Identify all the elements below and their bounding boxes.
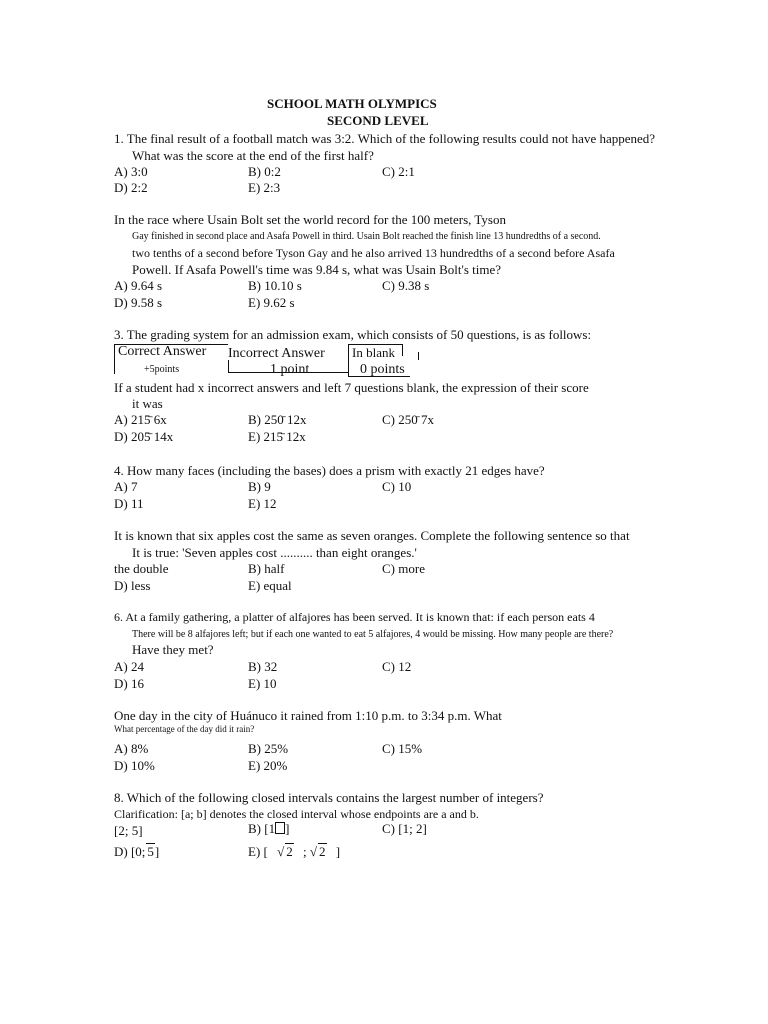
q7-option-e: E) 20% xyxy=(248,758,288,773)
q3-option-e: E) 215̄ 12x xyxy=(248,429,306,444)
q8-option-e-label: E) [ xyxy=(248,844,268,859)
q3-text: 3. The grading system for an admission exam, which consists of 50 questions, is as follows: xyxy=(114,327,592,342)
q8-option-e-radicand-1: 2 xyxy=(286,844,293,859)
q2-text: In the race where Usain Bolt set the world record for the 100 meters, Tyson xyxy=(114,212,506,227)
q1-option-e: E) 2:3 xyxy=(248,180,281,195)
q6-text: 6. At a family gathering, a platter of alfajores has been served. It is known that: if each person eats 4 xyxy=(114,610,595,624)
q3-text-cont-1: If a student had x incorrect answers and left 7 questions blank, the expression of their score xyxy=(114,380,589,395)
document-title: SCHOOL MATH OLYMPICS xyxy=(267,96,437,111)
q2-option-b: B) 10.10 s xyxy=(248,278,302,293)
incorrect-answer-value: 1 point xyxy=(270,362,310,377)
q5-option-e: E) equal xyxy=(248,578,292,593)
q8-option-d-label: D) [0; xyxy=(114,844,146,859)
q8-option-c: C) [1; 2] xyxy=(382,821,427,836)
q2-option-c: C) 9.38 s xyxy=(382,278,430,293)
q2-text-cont-2: two tenths of a second before Tyson Gay and he also arrived 13 hundredths of a second before Asafa xyxy=(132,246,615,260)
q5-option-c: C) more xyxy=(382,561,425,576)
q3-option-d: D) 205̄ 14x xyxy=(114,429,174,444)
q4-option-a: A) 7 xyxy=(114,479,138,494)
q6-text-cont-2: Have they met? xyxy=(132,642,214,657)
document-subtitle: SECOND LEVEL xyxy=(327,113,429,128)
q6-option-c: C) 12 xyxy=(382,659,412,674)
square-root-icon xyxy=(318,843,327,860)
incorrect-answer-header: Incorrect Answer xyxy=(228,346,325,361)
q6-option-b: B) 32 xyxy=(248,659,278,674)
q4-text: 4. How many faces (including the bases) does a prism with exactly 21 edges have? xyxy=(114,463,545,478)
q4-option-d: D) 11 xyxy=(114,496,144,511)
q8-option-b-label: B) xyxy=(248,821,261,836)
q3-option-b: B) 250̄ 12x xyxy=(248,412,307,427)
q3-text-cont-2: it was xyxy=(132,396,163,411)
q2-option-a: A) 9.64 s xyxy=(114,278,163,293)
q2-text-cont-3: Powell. If Asafa Powell's time was 9.84 s, what was Usain Bolt's time? xyxy=(132,262,502,277)
q5-option-d: D) less xyxy=(114,578,151,593)
q2-option-d: D) 9.58 s xyxy=(114,295,163,310)
q1-text-cont: What was the score at the end of the first half? xyxy=(132,148,374,163)
q4-option-b: B) 9 xyxy=(248,479,271,494)
q3-option-a: A) 215̄ 6x xyxy=(114,412,167,427)
square-root-icon xyxy=(285,843,294,860)
blank-value: 0 points xyxy=(360,362,405,377)
q7-option-a: A) 8% xyxy=(114,741,149,756)
q8-option-d-radicand: 5 xyxy=(147,844,154,859)
q5-option-a: the double xyxy=(114,561,169,576)
q6-option-e: E) 10 xyxy=(248,676,277,691)
q7-option-b: B) 25% xyxy=(248,741,289,756)
q7-option-c: C) 15% xyxy=(382,741,423,756)
q8-clarification: Clarification: [a; b] denotes the closed interval whose endpoints are a and b. xyxy=(114,807,479,821)
q5-option-b: B) half xyxy=(248,561,285,576)
missing-glyph-icon xyxy=(275,822,285,834)
q8-option-e-close: ] xyxy=(335,844,341,859)
q1-text: 1. The final result of a football match was 3:2. Which of the following results could not have happened? xyxy=(114,131,656,146)
q6-option-d: D) 16 xyxy=(114,676,144,691)
q3-option-c: C) 250̄ 7x xyxy=(382,412,434,427)
q2-option-e: E) 9.62 s xyxy=(248,295,295,310)
q8-option-d: D) [0; 5] xyxy=(114,844,160,859)
q8-option-e-separator: ; xyxy=(303,844,307,859)
q1-option-d: D) 2:2 xyxy=(114,180,148,195)
q7-text: One day in the city of Huánuco it rained from 1:10 p.m. to 3:34 p.m. What xyxy=(114,708,502,723)
correct-answer-header: Correct Answer xyxy=(118,344,207,359)
q8-option-e-radicand-2: 2 xyxy=(319,844,326,859)
scoring-table xyxy=(114,344,419,378)
q4-option-e: E) 12 xyxy=(248,496,277,511)
q8-option-e: E) [ √ 2 ; √ 2 ] xyxy=(248,844,341,859)
q4-option-c: C) 10 xyxy=(382,479,412,494)
q8-text: 8. Which of the following closed intervals contains the largest number of integers? xyxy=(114,790,544,805)
q1-option-c: C) 2:1 xyxy=(382,164,415,179)
q5-text-cont: It is true: 'Seven apples cost .......... than eight oranges.' xyxy=(132,545,417,560)
q2-text-cont-1: Gay finished in second place and Asafa Powell in third. Usain Bolt reached the finish line 13 hundredths of a second. xyxy=(132,231,601,242)
q8-option-b-interval: [1 xyxy=(264,821,276,836)
correct-answer-value: +5points xyxy=(144,364,180,375)
q6-text-cont-1: There will be 8 alfajores left; but if each one wanted to eat 5 alfajores, 4 would be missing. How many people are there? xyxy=(132,629,614,640)
q8-option-b: B) [1 ] xyxy=(248,821,290,836)
square-root-icon xyxy=(146,843,155,860)
q7-text-cont: What percentage of the day did it rain? xyxy=(114,724,255,734)
q7-option-d: D) 10% xyxy=(114,758,155,773)
q6-option-a: A) 24 xyxy=(114,659,144,674)
q8-option-a: [2; 5] xyxy=(114,823,143,838)
q1-option-b: B) 0:2 xyxy=(248,164,281,179)
q1-option-a: A) 3:0 xyxy=(114,164,148,179)
q5-text: It is known that six apples cost the same as seven oranges. Complete the following sentence so that xyxy=(114,528,630,543)
blank-header: In blank xyxy=(352,345,395,360)
